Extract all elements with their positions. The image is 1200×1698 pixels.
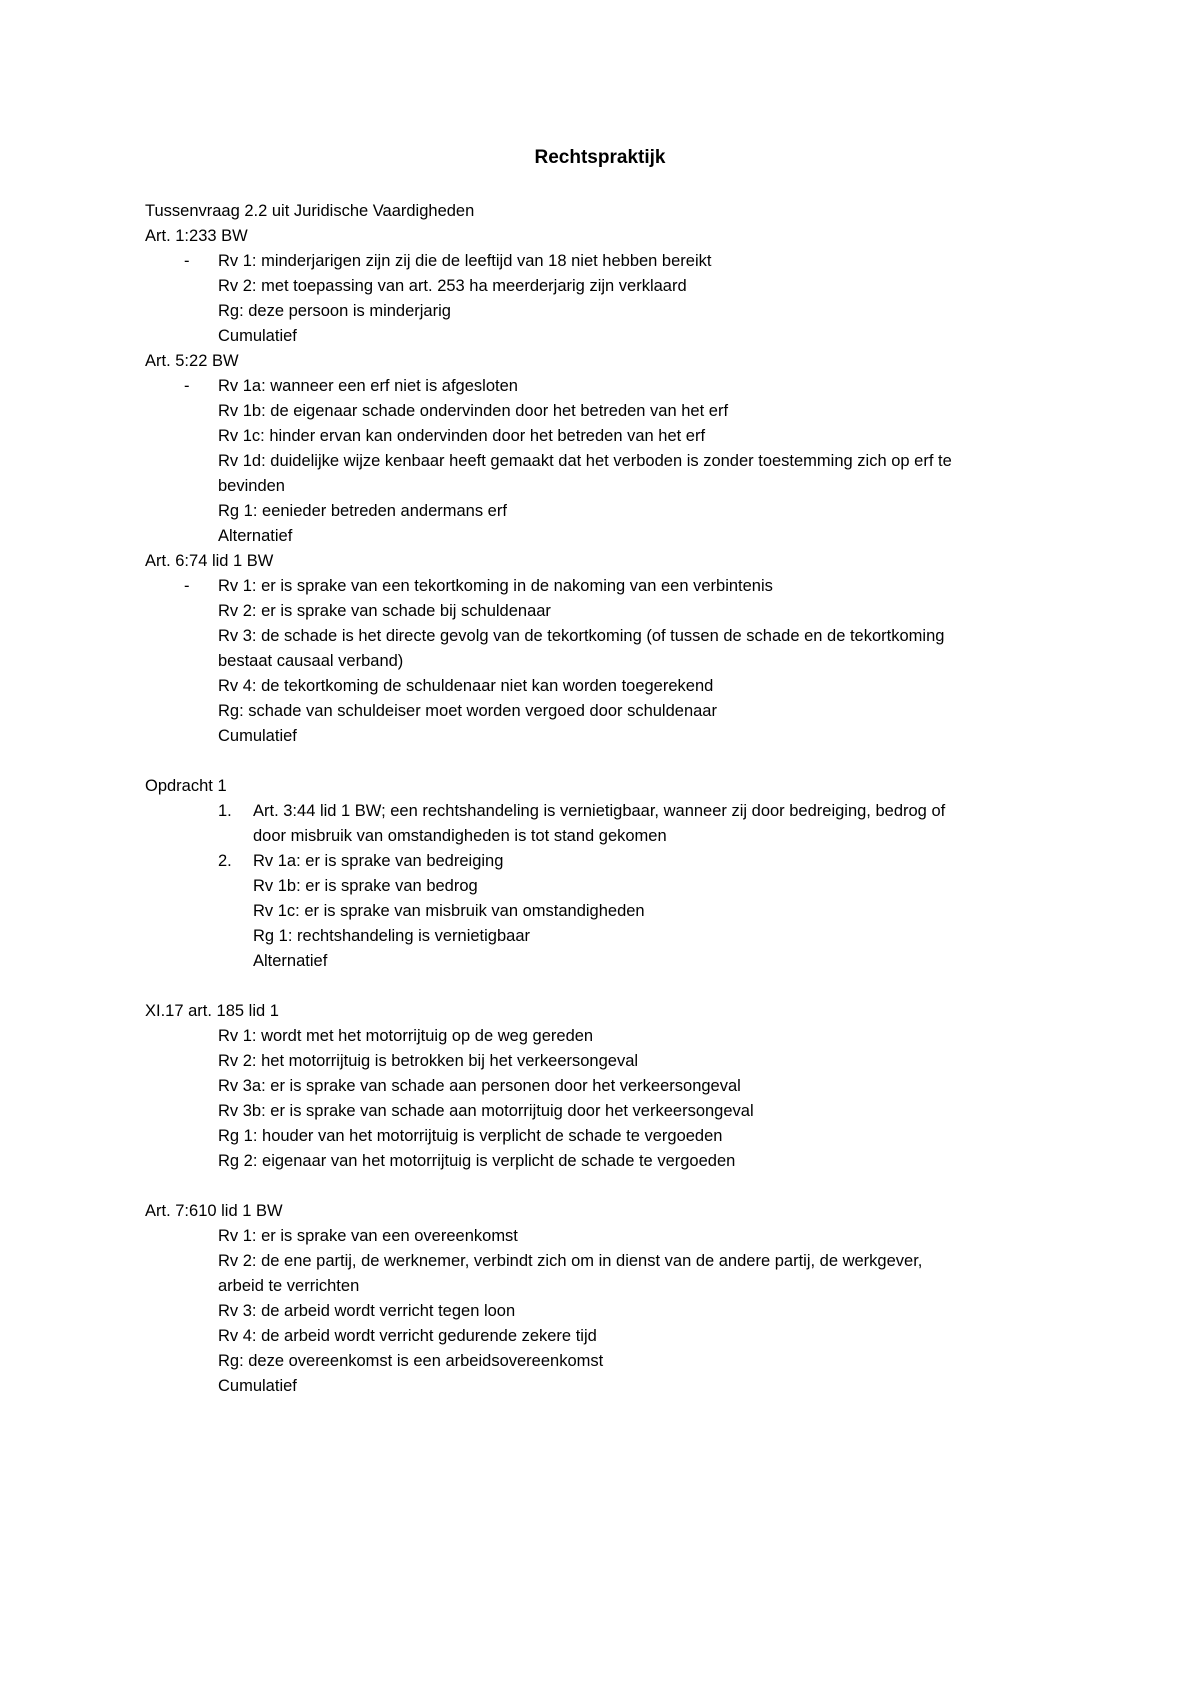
requirement-line: Rv 4: de arbeid wordt verricht gedurende zekere tijd (218, 1327, 597, 1345)
consequence-line: Rg: schade van schuldeiser moet worden vergoed door schuldenaar (218, 702, 717, 720)
requirement-line: Rv 2: de ene partij, de werknemer, verbindt zich om in dienst van de andere partij, de werkgever, (218, 1252, 923, 1270)
section-heading-art-7-610: Art. 7:610 lid 1 BW (145, 1202, 283, 1220)
requirement-line: Rv 1a: wanneer een erf niet is afgesloten (218, 377, 518, 395)
list-number: 2. (218, 852, 232, 870)
type-line: Cumulatief (218, 327, 297, 345)
requirement-line: Rv 3: de schade is het directe gevolg van de tekortkoming (of tussen de schade en de tekortkoming (218, 627, 945, 645)
section-heading-art-5-22: Art. 5:22 BW (145, 352, 239, 370)
requirement-line: Rv 1: er is sprake van een tekortkoming in de nakoming van een verbintenis (218, 577, 773, 595)
requirement-line: Rv 1b: de eigenaar schade ondervinden door het betreden van het erf (218, 402, 729, 420)
consequence-line: Rg: deze overeenkomst is een arbeidsovereenkomst (218, 1352, 604, 1370)
consequence-line: Rg: deze persoon is minderjarig (218, 302, 451, 320)
requirement-line: Rv 2: met toepassing van art. 253 ha meerderjarig zijn verklaard (218, 277, 687, 295)
requirement-line: Rv 1a: er is sprake van bedreiging (253, 852, 504, 870)
type-line: Cumulatief (218, 1377, 297, 1395)
section-heading-xi17: XI.17 art. 185 lid 1 (145, 1002, 279, 1020)
requirement-line: Rv 3b: er is sprake van schade aan motorrijtuig door het verkeersongeval (218, 1102, 754, 1120)
list-number: 1. (218, 802, 232, 820)
requirement-line: Rv 2: het motorrijtuig is betrokken bij het verkeersongeval (218, 1052, 639, 1070)
requirement-line: Rv 3: de arbeid wordt verricht tegen loon (218, 1302, 516, 1320)
type-line: Cumulatief (218, 727, 297, 745)
requirement-line: Rv 4: de tekortkoming de schuldenaar niet kan worden toegerekend (218, 677, 714, 695)
requirement-line-continued: arbeid te verrichten (218, 1277, 360, 1295)
requirement-line-continued: bevinden (218, 477, 285, 495)
section-heading-art-1-233: Art. 1:233 BW (145, 227, 248, 245)
article-text-line: Art. 3:44 lid 1 BW; een rechtshandeling is vernietigbaar, wanneer zij door bedreiging, bedrog of (253, 802, 946, 820)
list-bullet: - (184, 252, 190, 270)
requirement-line: Rv 2: er is sprake van schade bij schuldenaar (218, 602, 551, 620)
type-line: Alternatief (218, 527, 293, 545)
consequence-line: Rg 1: houder van het motorrijtuig is verplicht de schade te vergoeden (218, 1127, 723, 1145)
requirement-line: Rv 1c: er is sprake van misbruik van omstandigheden (253, 902, 645, 920)
requirement-line-continued: bestaat causaal verband) (218, 652, 404, 670)
requirement-line: Rv 1d: duidelijke wijze kenbaar heeft gemaakt dat het verboden is zonder toestemming zich op erf te (218, 452, 952, 470)
requirement-line: Rv 3a: er is sprake van schade aan personen door het verkeersongeval (218, 1077, 741, 1095)
document-title: Rechtspraktijk (534, 147, 666, 168)
section-heading-art-6-74: Art. 6:74 lid 1 BW (145, 552, 274, 570)
list-bullet: - (184, 377, 190, 395)
list-bullet: - (184, 577, 190, 595)
section-intro: Tussenvraag 2.2 uit Juridische Vaardigheden (145, 202, 475, 220)
consequence-line: Rg 1: eenieder betreden andermans erf (218, 502, 507, 520)
consequence-line: Rg 1: rechtshandeling is vernietigbaar (253, 927, 530, 945)
consequence-line: Rg 2: eigenaar van het motorrijtuig is verplicht de schade te vergoeden (218, 1152, 736, 1170)
requirement-line: Rv 1c: hinder ervan kan ondervinden door het betreden van het erf (218, 427, 706, 445)
section-heading-opdracht-1: Opdracht 1 (145, 777, 227, 795)
requirement-line: Rv 1b: er is sprake van bedrog (253, 877, 478, 895)
requirement-line: Rv 1: er is sprake van een overeenkomst (218, 1227, 518, 1245)
requirement-line: Rv 1: minderjarigen zijn zij die de leeftijd van 18 niet hebben bereikt (218, 252, 712, 270)
article-text-line-continued: door misbruik van omstandigheden is tot stand gekomen (253, 827, 667, 845)
type-line: Alternatief (253, 952, 328, 970)
requirement-line: Rv 1: wordt met het motorrijtuig op de weg gereden (218, 1027, 594, 1045)
